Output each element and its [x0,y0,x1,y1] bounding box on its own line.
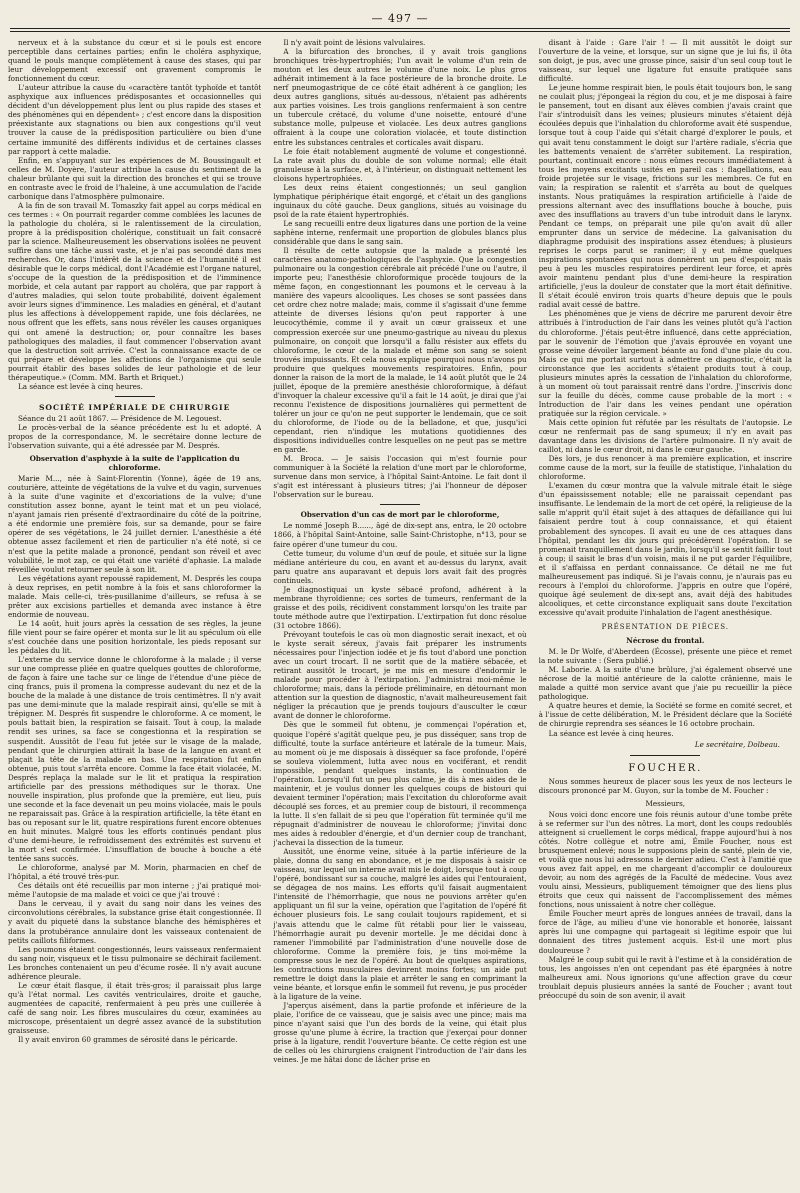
paragraph: Le cœur était flasque, il était très-gros; il paraissait plus large qu'à l'état normal. Les cavités ventriculaires, droite et gauche, augmentées de capacité, renfermaient à peu près une cuillerée à café de sang noir. Les fibres musculaires du cœur, examinées au microscope, présentaient un degré assez avancé de la substitution graisseuse. [8,980,262,1036]
paragraph: M. Laborie. A la suite d'une brûlure, j'ai également observé une nécrose de la moitié antérieure de la calotte crânienne, mais le malade a quitté mon service avant que j'aie pu recueillir la pièce pathologique. [538,665,792,702]
paragraph: J'aperçus aisément, dans la partie profonde et inférieure de la plaie, l'orifice de ce vaisseau, que je saisis avec une pince; mais ma pince n'ayant saisi que l'un des bords de la veine, qui était plus grosse qu'une plume à écrire, la traction que j'exerçai pour donner prise à la ligature, rendit l'ouverture béante. Ce cette région est une de celles où les chirurgiens craignent l'introduction de l'air dans les veines. Je me hâtai donc de lâcher prise en [273,1000,527,1065]
section-title: SOCIÉTÉ IMPÉRIALE DE CHIRURGIE [38,402,231,412]
obituary-title: FOUCHER. [628,762,703,774]
paragraph: Aussitôt, une énorme veine, située à la partie inférieure de la plaie, donna du sang en abondance, et je me disposais à saisir ce vaisseau, sur lequel un interne avait mis le doigt, lorsque tout à coup l'opéré, bondissant sur sa couche, malgré les aides qui l'entouraient, se dégagea de nos mains. Les efforts qu'il faisait augmentaient l'intensité de l'hémorrhagie, que nous ne pouvions arrêter qu'en appliquant un fil sur la veine, opération que l'agitation de l'opéré fit échouer plusieurs fois. Le sang coulait toujours rapidement, et si j'avais attendu que le calme fût rétabli pour lier le vaisseau, l'hémorrhagie aurait pu devenir mortelle. Je me décidai donc à ramener l'immobilité par l'administration d'une nouvelle dose de chloroforme. Comme la première fois, je tins moi-même la compresse sous le nez de l'opéré. Au bout de quelques aspirations, les contractions musculaires devinrent moins fortes; un aide put remettre le doigt dans la plaie et arrêter le sang en comprimant la veine béante, et lorsque enfin le sommeil fut revenu, je pus procéder à la ligature de la veine. [273,847,527,1001]
columns [8,38,792,1187]
section-divider [630,755,700,756]
paragraph: La séance est levée à cinq heures. [18,381,143,391]
salutation: Messieurs, [645,798,686,808]
paragraph: Je diagnostiquai un kyste sébacé profond, adhérent à la membrane thyroïdienne; ces sortes de tumeurs, renfermant de la graisse et des poils, récidivent constamment lorsqu'on les traite par toute méthode autre que l'extirpation. L'extirpation fut donc résolue (31 octobre 1866). [273,584,527,630]
signature: Le secrétaire, Dolbeau. [694,739,780,749]
paragraph: Les poumons étaient congestionnés, leurs vaisseaux renfermaient du sang noir, visqueux et le tissu pulmonaire se déchirait facilement. Les bronches contenaient un peu d'écume rosée. Il n'y avait aucune adhérence pleurale. [8,944,262,981]
paragraph: L'externe du service donne le chloroforme à la malade ; il verse sur une compresse pliée en quatre quelques gouttes de chloroforme, de façon à faire une tache sur ce linge de l'étendue d'une pièce de cinq francs, puis il promena la compresse audevant du nez et de la bouche de la malade à une distance de trois centimètres. Il n'y avait pas une demi-minute que la malade respirait ainsi, qu'elle se mit à trépigner. M. Després fit suspendre le chloroforme. A ce moment, le pouls battait bien, la respiration se faisait. Tout à coup, la malade rendit ses urines, sa face se congestionna et la respiration se suspendit. Aussitôt de l'eau fut jetée sur le visage de la malade, pendant que le chirurgien attirait la base de la langue en avant et plaçait la tête de la malade en bas. Une respiration fut enfin obtenue, puis tout s'arrêta encore. Comme la face était violacée, M. Després replaça la malade sur le lit et pratiqua la respiration artificielle par des pressions méthodiques sur le thorax. Une nouvelle inspiration, plus profonde que la première, eut lieu, puis une seconde et la face devenait un peu moins violacée, mais le pouls ne reparaissait pas. Grâce à la respiration artificielle, la tête étant en bas ou reposant sur le lit, quatre respirations furent encore obtenues en huit minutes. Malgré tous les efforts continués pendant plus d'une demi-heure, le refroidissement des extrémités est survenu et la mort s'est confirmée. L'insufflation de bouche à bouche a été tentée sans succès. [8,655,262,864]
paragraph: Ces détails ont été recueillis par mon interne ; j'ai pratiqué moi-même l'autopsie de ma malade et voici ce que j'ai trouvé : [8,881,262,900]
paragraph: Le sang recueilli entre deux ligatures dans une portion de la veine saphène interne, renfermait une proportion de globules blancs plus considérable que dans le sang sain. [273,218,527,247]
paragraph: Le jeune homme respirait bien, le pouls était toujours bon, le sang ne coulait plus; j'épongeai la région du cou, et je me disposai à faire le pansement, tout en disant aux élèves combien j'avais craint que l'air s'introduisît dans les veines; plusieurs minutes s'étaient déjà écoulées depuis que l'inhalation du chloroforme avait été suspendue, lorsque tout à coup l'aide qui s'était chargé d'explorer le pouls, et qui avait tenu constamment le doigt sur l'artère radiale, s'écria que les battements venaient de s'arrêter subitement. La respiration, pourtant, continuait encore : nous eûmes recours immédiatement à tous les moyens excitants usités en pareil cas : flagellations, eau froide projetée sur le visage, frictions sur les membres. Ce fut en vain; la respiration se ralentit et s'arrêta au bout de quelques instants. Nous pratiquâmes la respiration artificielle à l'aide de pressions alternant avec des insufflations bouche à bouche, puis avec des insufflations au travers d'un tube introduit dans le larynx. Pendant ce temps, on préparait une pile qu'on avait dû aller emprunter dans un service de médecine. La galvanisation du diaphragme produisit des inspirations assez étendues; à plusieurs reprises le corps parut se ranimer; il y eut même quelques inspirations spontanées qui nous donnèrent un peu d'espoir, mais peu à peu les muscles respiratoires perdirent leur force, et après avoir maintenu pendant plus d'une demi-heure la respiration artificielle, j'eus la douleur de constater que la mort était définitive. Il s'était écoulé environ trois quarts d'heure depuis que le pouls radial avait cessé de battre. [538,83,792,310]
paragraph: Les deux reins étaient congestionnés; un seul ganglion lymphatique périphérique était engorgé, et c'était un des ganglions inguinaux du côté gauche. Deux ganglions, situés au voisinage du psoï de la rate étaient hypertrophiés. [273,182,527,219]
page-number: — 497 — [371,12,429,25]
paragraph: Les phénomènes que je viens de décrire me parurent devoir être attribués à l'introduction de l'air dans les veines plutôt qu'à l'action du chloroforme. J'étais peut-être influencé, dans cette appréciation, par le souvenir de l'émotion que j'avais éprouvée en voyant une grosse veine dévoiler largement béante au fond d'une plaie du cou. Mais ce qui me portait surtout à admettre ce diagnostic, c'était la circonstance que les accidents s'étaient produits tout à coup, plusieurs minutes après la cessation de l'inhalation du chloroforme, à un moment où tout paraissait rentré dans l'ordre. J'inscrivis donc sur la feuille du décès, comme cause probable de la mort : « Introduction de l'air dans les veines pendant une opération pratiquée sur la région cervicale. » [538,309,792,418]
article-title: Nécrose du frontal. [626,636,705,646]
paragraph: Nous voici donc encore une fois réunis autour d'une tombe prête à se refermer sur l'un des nôtres. La mort, dont les coups redoublés atteignent si cruellement le corps médical, frappe aujourd'hui à nos côtés. Notre collègue et notre ami, Émile Foucher, nous est brusquement enlevé; nous le supposions plein de santé, plein de vie, et voilà que nous lui adressons le dernier adieu. C'est à l'amitié que vous avez fait appel, en me chargeant d'accomplir ce douloureux devoir, au nom des agrégés de la Faculté de médecine. Vous avez voulu ainsi, Messieurs, publiquement témoigner que des liens plus étroits que ceux qui naissent de l'accomplissement des mêmes fonctions, nous unissaient à notre cher collègue. [538,809,792,910]
paragraph: Il n'y avait point de lésions valvulaires. [283,38,426,47]
section-title: PRÉSENTATION DE PIÈCES. [601,623,729,631]
section-divider [115,396,155,397]
column-left [8,38,261,1187]
paragraph: A la bifurcation des bronches, il y avait trois ganglions bronchiques très-hypertrophiés; l'un avait le volume d'un rein de mouton et les deux autres le volume d'une noix. Le plus gros adhérait intimement à la face postérieure de la bronche droite. Le nerf pneumogastrique de ce côté était adhérent à ce ganglion; les deux autres ganglions, situés au-dessous, n'étaient pas adhérents aux parties voisines. Les trois ganglions renfermaient à son centre un tubercule crétacé, du volume d'une noisette, entouré d'une substance molle, pulpeuse et violacée. Les deux autres ganglions offraient à la coupe une coloration violacée, et toute distinction entre les substances centrales et corticales avait disparu. [273,47,527,147]
paragraph: Prévoyant toutefois le cas où mon diagnostic serait inexact, et où le kyste serait séreux, j'avais fait préparer les instruments nécessaires pour l'injection iodée et je fis tout d'abord une ponction avec un court trocart. Il ne sortit que de la matière sébacée, et retirant aussitôt le trocart, je me mis en mesure d'endormir le malade pour procéder à l'extirpation. J'administrai moi-même le chloroforme; mais, dans la période préliminaire, en détournant mon attention sur la question de diagnostic, n'avait malheureusement fait négliger la précaution que je prends toujours d'ausculter le cœur avant de donner le chloroforme. [273,630,527,721]
paragraph: Dès lors, je dus renoncer à ma première explication, et inscrire comme cause de la mort, sur la feuille de statistique, l'inhalation du chloroforme. [538,454,792,482]
paragraph: nerveux et à la substance du cœur et si le pouls est encore perceptible dans certaines parties; enfin le choléra asphyxique, quand le pouls manque complètement à cause des stases, qui par leur développement excessif ont gravement compromis le fonctionnement du cœur. [8,38,262,84]
column-right [539,38,792,1187]
header-rule-thin [10,31,790,32]
article-title: Observation d'asphyxie à la suite de l'application du chloroforme. [29,454,240,473]
paragraph: Le nommé Joseph B......, âgé de dix-sept ans, entra, le 20 octobre 1866, à l'hôpital Saint-Antoine, salle Saint-Christophe, n°13, pour se faire opérer d'une tumeur du cou. [273,521,527,549]
paragraph: L'auteur attribue la cause du «caractère tantôt typhoïde et tantôt asphyxique aux influences prédisposantes et occasionnelles qui décident d'un développement plus lent ou plus rapide des stases et des phénomènes qui en dépendent» ; c'est encore dans la disposition préexistante aux stagnations ou bien aux congestions qu'il veut trouver la cause de la prédisposition particulière ou bien d'une certaine immunité des différents individus et de certaines classes par rapport à cette maladie. [8,83,262,156]
paragraph: M. Broca. — Je saisis l'occasion qui m'est fournie pour communiquer à la Société la relation d'une mort par le chloroforme, survenue dans mon service, à l'hôpital Saint-Antoine. Le fait dont il s'agit est intéressant à plusieurs titres; j'ai l'honneur de déposer l'observation sur le bureau. [273,454,527,500]
paragraph: A la fin de son travail M. Tomaszky fait appel au corps médical en ces termes : « On pourrait regarder comme comblées les lacunes de la pathologie du choléra, si le ralentissement de la circulation, propre à la prédisposition cholérique, constituait un fait consacré par la science. Malheureusement les observations isolées ne peuvent suffire dans une tâche aussi vaste, et je n'ai pas secondé dans mes recherches. Or, dans l'intérêt de la science et de l'humanité il est désirable que le corps médical, dont l'Académie est l'organe naturel, s'occupe de la question de la prédisposition et de l'imminence morbide, et cela autant par rapport au choléra, que par rapport à d'autres maladies, qui selon toute probabilité, doivent également avoir leurs signes d'imminence. Les maladies en général, et d'autant plus les affections à développement rapide, une fois déclarées, ne nous offrent que les effets, sans nous révéler les causes organiques qui ont amené la destruction; or, pour connaître les bases pathologiques des maladies, il faut commencer l'observation avant que la destruction soit arrivée. C'est la connaissance exacte de ce qui prépare et développe les affections de l'organisme qui seule pourrait établir des bases solides de leur pathologie et de leur thérapeutique.» (Comm. MM. Barth et Briquet.) [8,200,262,382]
paragraph: L'examen du cœur montra que la valvule mitrale était le siège d'un épaississement notable; elle ne paraissait cependant pas insuffisante. Le lendemain de la mort de cet opéré, la religieuse de la salle m'apprit qu'il était sujet à des attaques de défaillance qui lui faisaient perdre tout à coup connaissance, et qui étaient probablement des syncopes. Il avait eu une de ces attaques dans l'hôpital, pendant les dix jours qui précédèrent l'opération. Il se promenait tranquillement dans le jardin, lorsqu'il se sentit faillir tout à coup; il saisit le bras d'un voisin, mais il ne put garder l'équilibre, et il s'affaissa en perdant connaissance. Ce détail ne me fut malheureusement pas indiqué. Si je l'avais connu, je n'aurais pas eu recours à l'emploi du chloroforme. J'appris en outre que l'opéré, quoique âgé seulement de dix-sept ans, avait déjà des habitudes alcooliques, et cette circonstance expliquait sans doute l'excitation excessive qu'avait produite l'inhalation de l'agent anesthésique. [538,481,792,617]
paragraph: Marie M..., née à Saint-Florentin (Yonne), âgée de 19 ans, couturière, atteinte de végétations de la vulve et du vagin, survenues à la suite d'une vaginite et d'excoriations de la vulve; d'une constitution assez bonne, ayant le teint mat et un peu violacé, n'ayant jamais rien présenté d'extraordinaire du côté de la poitrine, a été endormie une première fois, sur sa demande, pour se faire opérer de ses végétations, le 24 juillet dernier. L'anesthésie a été obtenue assez facilement et rien de particulier n'a été noté, si ce n'est que la petite malade a prononcé, pendant son réveil et avec volubilité, le mot zap, ce qui était une variété d'aphasie. La malade réveillée voulut retourner seule à son lit. [8,474,262,574]
paragraph: Le 14 août, huit jours après la cessation de ses règles, la jeune fille vient pour se faire opérer et monta sur le lit au spéculum où elle s'est couchée dans une position horizontale, les pieds reposant sur les pédales du lit. [8,618,262,656]
paragraph: Mais cette opinion fut réfutée par les résultats de l'autopsie. Le cœur ne renfermait pas de sang spumeux; il n'y en avait pas davantage dans les divisions de l'artère pulmonaire. Il n'y avait de caillot, ni dans le cœur droit, ni dans le cœur gauche. [538,417,792,455]
paragraph: M. le Dr Wolfe, d'Aberdeen (Écosse), présente une pièce et remet la note suivante : (Sera publié.) [538,647,792,666]
section-divider [380,504,420,505]
paragraph: Nous sommes heureux de placer sous les yeux de nos lecteurs le discours prononcé par M. Guyon, sur la tombe de M. Foucher : [538,776,792,795]
paragraph: Émile Foucher meurt après de longues années de travail, dans la force de l'âge, au milieu d'une vie honorable et honorée, laissant après lui une compagne qui partageait si légitime espoir que lui donnaient des titres justement acquis. Est-il une mort plus douloureuse ? [538,909,792,955]
paragraph: Les végétations ayant repoussé rapidement, M. Després les coupa à deux reprises, en petit nombre à la fois et sans chloroformer la malade. Mais celle-ci, très-pusillanime d'ailleurs, se refusa à se prêter aux excisions partielles et demanda avec instance à être endormie de nouveau. [8,573,262,619]
paragraph: Il y avait environ 60 grammes de sérosité dans le péricarde. [18,1035,238,1045]
paragraph: Le chloroforme, analysé par M. Morin, pharmacien en chef de l'hôpital, a été trouvé très-pur. [8,863,262,882]
paragraph: A quatre heures et demie, la Société se forme en comité secret, et à l'issue de cette délibération, M. le Président déclare que la Société de chirurgie reprendra ses séances le 16 octobre prochain. [538,701,792,729]
paragraph: disant à l'aide : Gare l'air ! — Il mit aussitôt le doigt sur l'ouverture de la veine, et lorsque, sur un signe que je lui fis, il ôta son doigt, je pus, avec une grosse pince, saisir d'un seul coup tout le vaisseau, sur lequel une ligature fut ensuite pratiquée sans difficulté. [538,38,792,84]
paragraph: Cette tumeur, du volume d'un œuf de poule, et située sur la ligne médiane antérieure du cou, en avant et au-dessus du larynx, avait paru quatre ans auparavant et depuis lors avait fait des progrès continuels. [273,548,527,585]
paragraph: Le foie était notablement augmenté de volume et congestionné. La rate avait plus du double de son volume normal; elle était granuleuse à la surface, et, à l'intérieur, on distinguait nettement les cloisons hypertrophiées. [273,146,527,183]
column-middle [273,38,526,1187]
header-rule [10,28,790,29]
paragraph: Séance du 21 août 1867. — Présidence de M. Legouest. [18,413,222,423]
paragraph: Enfin, en s'appuyant sur les expériences de M. Boussingault et celles de M. Doyère, l'auteur attribue la cause du sentiment de la chaleur brûlante qui suit la direction des bronches et qui se trouve en contraste avec le froid de l'haleine, à une accumulation de l'acide carbonique dans l'atmosphère pulmonaire. [8,155,262,201]
paragraph: La séance est levée à cinq heures. [548,728,674,738]
paragraph: Il résulte de cette autopsie que la malade a présenté les caractères anatomo-pathologiques de l'asphyxie. Que la congestion pulmonaire ou la congestion cérébrale ait précédé l'une ou l'autre, il importe peu; l'anesthésie chloroformique procède toujours de la même façon, en congestionnant les poumons et le cerveau à la manière des vapeurs alcooliques. Les choses se sont passées dans cet ordre chez notre malade; mais, comme il s'agissait d'une femme atteinte de diverses lésions qu'on peut rapporter à une leucocythémie, comme il y avait un cœur graisseux et une compression exercée sur une pneumo-gastrique au niveau du plexus pulmonaire, on conçoit que lorsqu'il a fallu résister aux effets du chloroforme, le cœur de la malade et même son sang se soient trouvés impuissants. Et cela nous explique pourquoi nous n'avons pu produire que quelques mouvements respiratoires. Enfin, pour donner la raison de la mort de la malade, le 14 août plutôt que le 24 juillet, époque de la première anesthésie chloroformique, à défaut d'invoquer la chaleur excessive qu'il a fait le 14 août, je dirai que j'ai reconnu l'existence de dispositions journalières qui permettent de tolérer un jour ce qu'on ne peut supporter le lendemain, que ce soit du chloroforme, de l'iode ou de la belladone, et que, jusqu'ici cependant, rien n'indique les mutations quotidiennes des dispositions individuelles contre lesquelles on ne peut pas se mettre en garde. [273,246,527,455]
article-title: Observation d'un cas de mort par le chloroforme, [300,510,500,520]
paragraph: Dès que le sommeil fut obtenu, je commençai l'opération et, quoique l'opéré s'agitât quelque peu, je pus disséquer, sans trop de difficulté, toute la surface antérieure et latérale de la tumeur. Mais, au moment où je me disposais à disséquer sa face profonde, l'opéré se souleva violemment, lutta avec nous en vociférant, et rendit impossible, pendant quelques instants, la continuation de l'opération. Lorsqu'il fut un peu plus calme, je dis à mes aides de le maintenir, et je voulus donner les quelques coups de bistouri qui devaient terminer l'opération; mais l'excitation du chloroforme avait découplé ses forces, et au premier coup de bistouri, il recommença la lutte. Il s'en fallait de si peu que l'opération fût terminée qu'il me répugnait d'administrer de nouveau le chloroforme; j'invitai donc mes aides à redoubler d'énergie, et d'un dernier coup de tranchant, j'achevai la dissection de la tumeur. [273,720,527,848]
paragraph: Dans le cerveau, il y avait du sang noir dans les veines des circonvolutions cérébrales, la substance grise était congestionnée. Il y avait du piqueté dans la substance blanche des hémisphères et dans la protubérance annulaire dont les vaisseaux contenaient de petits caillots filiformes. [8,899,262,945]
paragraph: Malgré le coup subit qui le ravit à l'estime et à la considération de tous, les angoisses n'en ont cependant pas été épargnées à notre malheureux ami. Nous ignorions qu'une affection grave du cœur troublait depuis plusieurs années la santé de Foucher ; avant tout préoccupé du soin de son avenir, il avait [538,954,792,1000]
paragraph: Le procès-verbal de la séance précédente est lu et adopté. A propos de la correspondance, M. le secrétaire donne lecture de l'observation suivante, qui a été adressée par M. Després. [8,422,262,451]
